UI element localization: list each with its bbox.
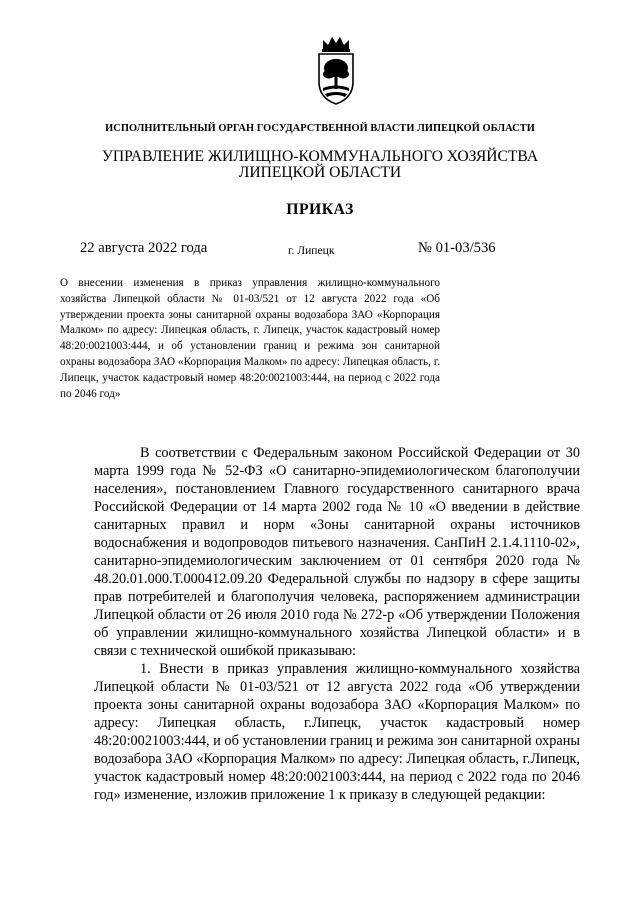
body-paragraph-item-1: 1. Внести в приказ управления жилищно-коммунального хозяйства Липецкой области № 01-03/521 от 12 августа 2022 года «Об утверждении проекта зоны санитарной охраны водозабора ЗАО «Корпорация Малком» по адресу: Липецкая область, г.Липецк, участок кадастровый номер 48:20:0021003:444, и об установлении границ и режима зон санитарной охраны водозабора ЗАО «Корпорация Малком» по адресу: Липецкая область, г.Липецк, участок кадастровый номер 48:20:0021003:444, на период с 2022 года по 2046 год» изменение, изложив приложение 1 к приказу в следующей редакции: bbox=[94, 661, 580, 803]
lipetsk-coat-of-arms-icon bbox=[314, 36, 358, 106]
order-city: г. Липецк bbox=[288, 244, 335, 257]
department-name bbox=[0, 149, 640, 181]
body-paragraph-preamble: В соответствии с Федеральным законом Российской Федерации от 30 марта 1999 года № 52-ФЗ «О санитарно-эпидемиологическом благополучии населения», постановлением Главного государственного санитарного врача Российской Федерации от 14 марта 2002 года № 10 «О введении в действие санитарных правил и норм «Зоны санитарной охраны источников водоснабжения и водопроводов питьевого назначения. СанПиН 2.1.4.1110-02», санитарно-эпидемиологическим заключением от 01 сентября 2020 года № 48.20.01.000.Т.000412.09.20 Федеральной службы по надзору в сфере защиты прав потребителей и благополучия человека, распоряжением администрации Липецкой области от 26 июля 2010 года № 272-р «Об утверждении Положения об управлении жилищно-коммунального хозяйства Липецкой области» и в связи с технической ошибкой приказываю: bbox=[94, 445, 580, 659]
order-number: № 01-03/536 bbox=[418, 240, 496, 256]
order-body bbox=[94, 444, 580, 804]
department-line-1: УПРАВЛЕНИЕ ЖИЛИЩНО-КОММУНАЛЬНОГО ХОЗЯЙСТВА bbox=[101, 148, 539, 165]
document-title: ПРИКАЗ bbox=[286, 201, 354, 218]
order-subject: О внесении изменения в приказ управления жилищно-коммунального хозяйства Липецкой области № 01-03/521 от 12 августа 2022 года «Об утверждении проекта зоны санитарной охраны водозабора ЗАО «Корпорация Малком» по адресу: Липецкая область, г. Липецк, участок кадастровый номер 48:20:0021003:444, и об установлении границ и режима зон санитарной охраны водозабора ЗАО «Корпорация Малком» по адресу: Липецкая область, г. Липецк, участок кадастровый номер 48:20:0021003:444, на период с 2022 года по 2046 год» bbox=[60, 277, 440, 400]
order-date: 22 августа 2022 года bbox=[80, 240, 208, 256]
issuing-authority: ИСПОЛНИТЕЛЬНЫЙ ОРГАН ГОСУДАРСТВЕННОЙ ВЛАСТИ ЛИПЕЦКОЙ ОБЛАСТИ bbox=[105, 123, 535, 134]
department-line-2: ЛИПЕЦКОЙ ОБЛАСТИ bbox=[238, 164, 402, 181]
